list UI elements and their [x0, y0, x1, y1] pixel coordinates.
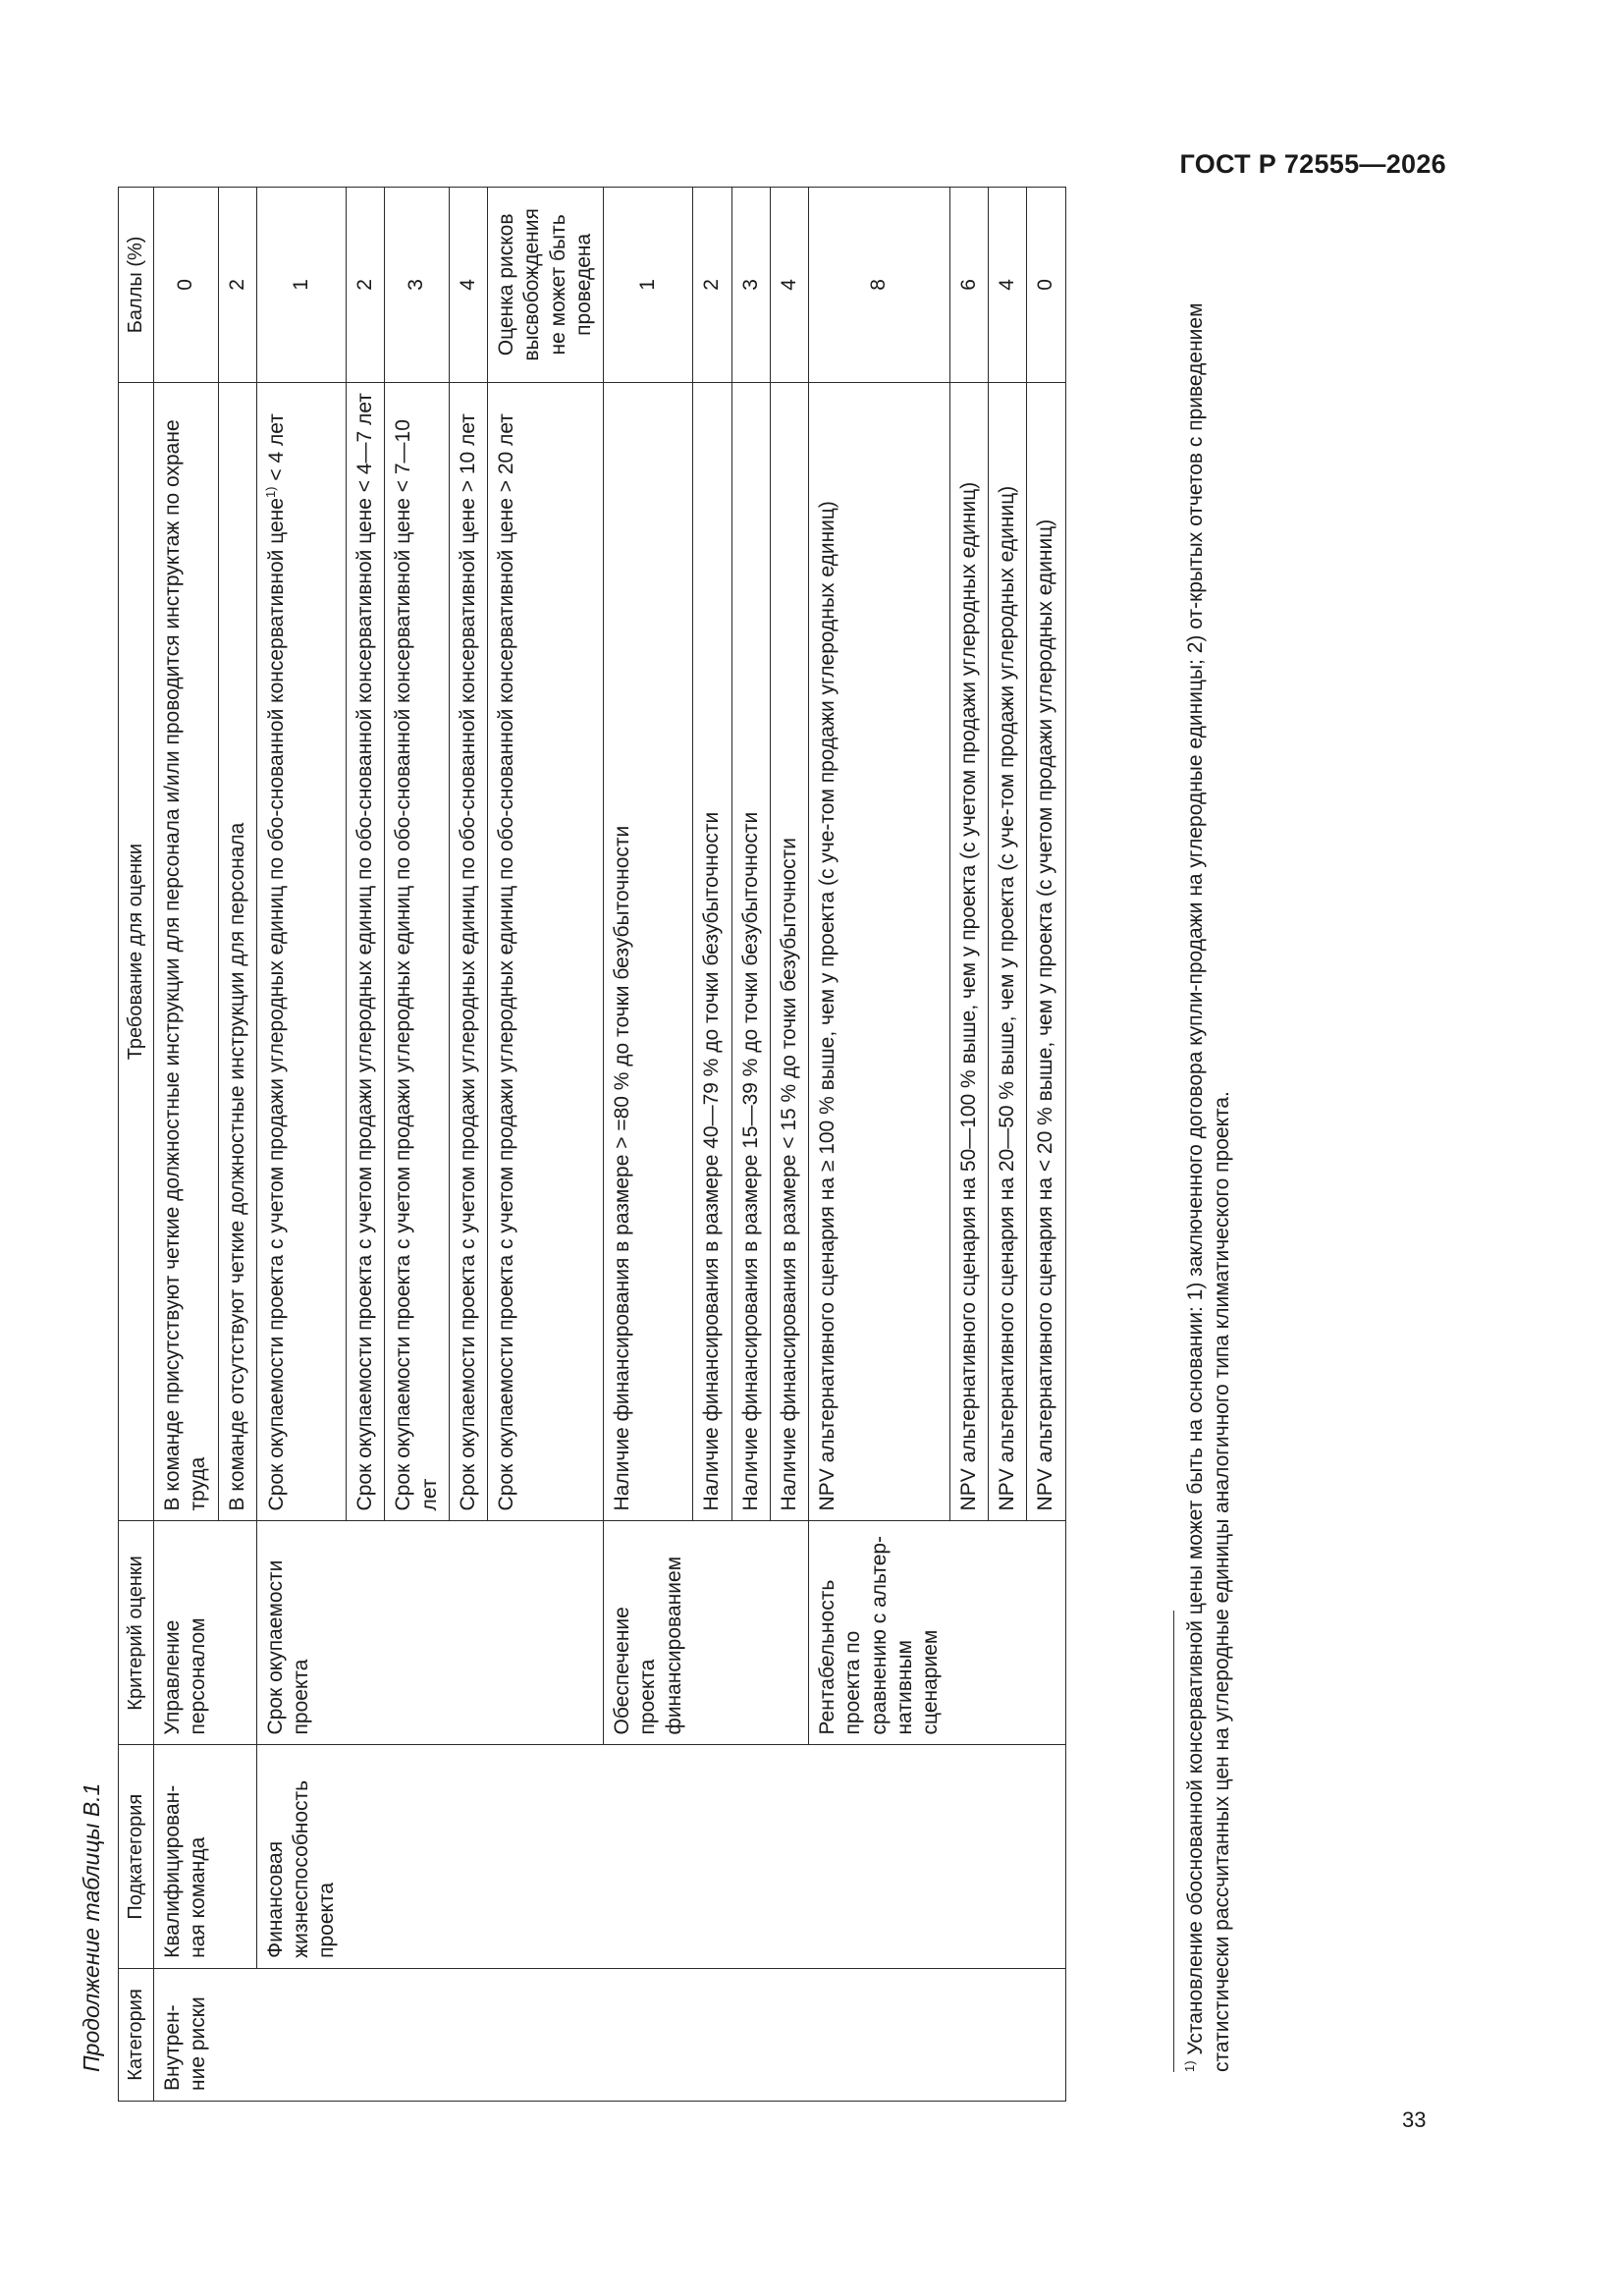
category-cell [809, 1968, 950, 2101]
table-row [1027, 188, 1065, 2102]
criterion-cell: Обеспечение проекта финансированием [604, 1521, 693, 1745]
requirement-cell: NPV альтернативного сценария на 50—100 % выше, чем у проекта (с учетом продажи углеродных единиц) [949, 382, 988, 1521]
category-cell [385, 1968, 450, 2101]
subcategory-cell [989, 1745, 1027, 1968]
column-header: Критерий оценки [119, 1521, 154, 1745]
score-cell: 4 [989, 188, 1027, 383]
requirement-cell: NPV альтернативного сценария на < 20 % выше, чем у проекта (с учетом продажи углеродных единиц) [1027, 382, 1065, 1521]
score-cell: 0 [1027, 188, 1065, 383]
requirement-cell: Наличие финансирования в размере < 15 % до точки безубыточности [770, 382, 808, 1521]
footnote-marker: 1) [1182, 2060, 1197, 2072]
subcategory-cell [347, 1745, 385, 1968]
footnote-marker: 1) [262, 486, 278, 499]
page-number: 33 [1402, 2107, 1427, 2132]
criterion-cell: Управление персоналом [154, 1521, 219, 1745]
requirement-cell: Наличие финансирования в размере 40—79 % до точки безубыточности [693, 382, 731, 1521]
category-cell [731, 1968, 770, 2101]
evaluation-table [118, 187, 1066, 2102]
subcategory-cell [731, 1745, 770, 1968]
subcategory-cell: Квалифицирован-ная команда [154, 1745, 219, 1968]
score-cell: 0 [154, 188, 219, 383]
subcategory-cell [385, 1745, 450, 1968]
criterion-cell [731, 1521, 770, 1745]
footnote-divider [1173, 1611, 1174, 2072]
subcategory-cell [604, 1745, 693, 1968]
requirement-text: Срок окупаемости проекта с учетом продажи углеродных единиц по обо-снованной консервативной цене [264, 498, 288, 1511]
score-cell: Оценка рисков высвобождения не может быть проведена [488, 188, 604, 383]
category-cell [604, 1968, 693, 2101]
subcategory-cell [809, 1745, 950, 1968]
document-code-header: ГОСТ Р 72555—2026 [1179, 149, 1446, 179]
requirement-cell: Срок окупаемости проекта с учетом продажи углеродных единиц по обо-снованной консервативной цене > 10 лет [449, 382, 487, 1521]
table-row [347, 188, 385, 2102]
category-cell [989, 1968, 1027, 2101]
subcategory-cell [693, 1745, 731, 1968]
score-cell: 4 [449, 188, 487, 383]
requirement-cell: NPV альтернативного сценария на ≥ 100 % выше, чем у проекта (с уче-том продажи углеродных единиц) [809, 382, 950, 1521]
category-cell [1027, 1968, 1065, 2101]
requirement-cell: В команде присутствуют четкие должностные инструкции для персонала и/или проводится инструктаж по охране труда [154, 382, 219, 1521]
category-cell [770, 1968, 808, 2101]
requirement-cell: В команде отсутствуют четкие должностные инструкции для персонала [218, 382, 256, 1521]
criterion-cell [1027, 1521, 1065, 1745]
table-row [809, 188, 950, 2102]
requirement-cell: Наличие финансирования в размере 15—39 % до точки безубыточности [731, 382, 770, 1521]
requirement-cell: Срок окупаемости проекта с учетом продажи углеродных единиц по обо-снованной консервативной цене < 7—10 лет [385, 382, 450, 1521]
requirement-text-end: < 4 лет [264, 413, 288, 487]
category-cell [693, 1968, 731, 2101]
table-row [154, 188, 219, 2102]
table-row [731, 188, 770, 2102]
table-row [218, 188, 256, 2102]
table-header-row [119, 188, 154, 2102]
criterion-cell [693, 1521, 731, 1745]
score-cell: 8 [809, 188, 950, 383]
footnote [1182, 206, 1236, 2072]
table-row [449, 188, 487, 2102]
category-cell [347, 1968, 385, 2101]
score-cell: 4 [770, 188, 808, 383]
column-header: Категория [119, 1968, 154, 2101]
column-header: Баллы (%) [119, 188, 154, 383]
subcategory-cell [949, 1745, 988, 1968]
score-cell: 1 [604, 188, 693, 383]
requirement-cell: Срок окупаемости проекта с учетом продажи углеродных единиц по обо-снованной консервативной цене < 4—7 лет [347, 382, 385, 1521]
column-header: Подкатегория [119, 1745, 154, 1968]
criterion-cell [218, 1521, 256, 1745]
table-caption: Продолжение таблицы В.1 [79, 1782, 104, 2072]
subcategory-cell [449, 1745, 487, 1968]
table-row [604, 188, 693, 2102]
score-cell: 3 [385, 188, 450, 383]
criterion-cell [385, 1521, 450, 1745]
score-cell: 2 [347, 188, 385, 383]
score-cell: 2 [693, 188, 731, 383]
category-cell: Внутрен-ние риски [154, 1968, 219, 2101]
table-row [693, 188, 731, 2102]
criterion-cell: Рентабельность проекта по сравнению с альтер-нативным сценарием [809, 1521, 950, 1745]
score-cell: 2 [218, 188, 256, 383]
table-row [770, 188, 808, 2102]
criterion-cell [449, 1521, 487, 1745]
table-row [949, 188, 988, 2102]
subcategory-cell [218, 1745, 256, 1968]
table-row [989, 188, 1027, 2102]
category-cell [449, 1968, 487, 2101]
criterion-cell [949, 1521, 988, 1745]
score-cell: 3 [731, 188, 770, 383]
landscape-content [79, 137, 1276, 2102]
requirement-cell: NPV альтернативного сценария на 20—50 % выше, чем у проекта (с уче-том продажи углеродных единиц) [989, 382, 1027, 1521]
criterion-cell [347, 1521, 385, 1745]
criterion-cell [488, 1521, 604, 1745]
table-row [385, 188, 450, 2102]
table-row [488, 188, 604, 2102]
column-header: Требование для оценки [119, 382, 154, 1521]
subcategory-cell: Финансовая жизнеспособность проекта [256, 1745, 346, 1968]
category-cell [488, 1968, 604, 2101]
table-row [256, 188, 346, 2102]
requirement-cell [256, 382, 346, 1521]
requirement-cell: Наличие финансирования в размере > =80 % до точки безубыточности [604, 382, 693, 1521]
criterion-cell [770, 1521, 808, 1745]
score-cell: 1 [256, 188, 346, 383]
score-cell: 6 [949, 188, 988, 383]
requirement-cell: Срок окупаемости проекта с учетом продажи углеродных единиц по обо-снованной консервативной цене > 20 лет [488, 382, 604, 1521]
category-cell [949, 1968, 988, 2101]
category-cell [256, 1968, 346, 2101]
subcategory-cell [488, 1745, 604, 1968]
category-cell [218, 1968, 256, 2101]
subcategory-cell [770, 1745, 808, 1968]
subcategory-cell [1027, 1745, 1065, 1968]
footnote-text: Установление обоснованной консервативной цены может быть на основании: 1) заключенного договора купли-продажи на углеродные единицы; 2) от-крытых отчетов с приведением статистически рассчитанных цен на углеродные единицы аналогичного типа климатического проекта. [1184, 302, 1234, 2072]
criterion-cell: Срок окупаемости проекта [256, 1521, 346, 1745]
criterion-cell [989, 1521, 1027, 1745]
